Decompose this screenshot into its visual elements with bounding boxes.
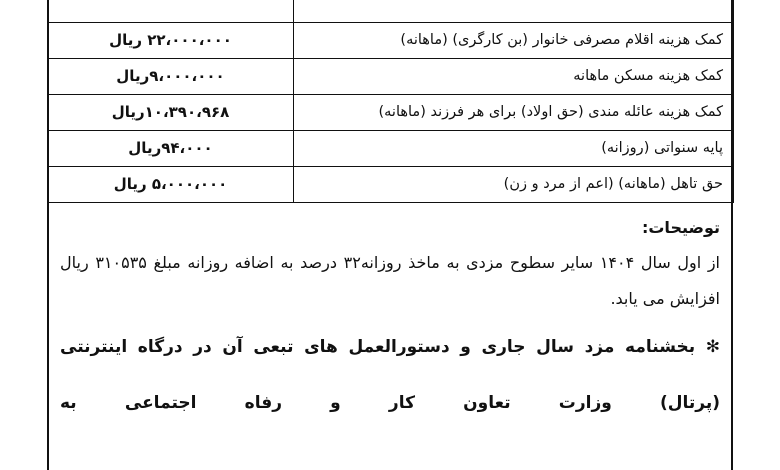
- notes-title: توضیحات:: [641, 218, 720, 237]
- row-value: ۵،۰۰۰،۰۰۰ ریال: [48, 167, 294, 203]
- notes-bold-line: ✻ بخشنامه مزد سال جاری و دستورالعمل های تبعی آن در درگاه اینترنتی (پرتال) وزارت تعاون کار و رفاه اجتماعی به: [60, 337, 720, 413]
- row-label: کمک هزینه اقلام مصرفی خانوار (بن کارگری) (ماهانه): [294, 23, 734, 59]
- row-value-cut: [48, 0, 294, 23]
- table-row: [48, 167, 734, 203]
- row-label: کمک هزینه عائله مندی (حق اولاد) برای هر فرزند (ماهانه): [294, 95, 734, 131]
- table-row-partial: [48, 0, 734, 23]
- row-label-cut: [294, 0, 734, 23]
- table-row: [48, 59, 734, 95]
- row-value: ۱۰،۳۹۰،۹۶۸ریال: [48, 95, 294, 131]
- row-value: ۲۲،۰۰۰،۰۰۰ ریال: [48, 23, 294, 59]
- row-label: کمک هزینه مسکن ماهانه: [294, 59, 734, 95]
- notes-paragraph: از اول سال ۱۴۰۴ سایر سطوح مزدی به ماخذ روزانه۳۲ درصد به اضافه روزانه مبلغ ۳۱۰۵۳۵ ریال افزایش می یابد.: [60, 253, 721, 308]
- table-row: [48, 23, 734, 59]
- wage-rates-table: [47, 0, 734, 203]
- row-label: پایه سنواتی (روزانه): [294, 131, 734, 167]
- row-value: ۹،۰۰۰،۰۰۰ریال: [48, 59, 294, 95]
- row-value: ۹۴،۰۰۰ریال: [48, 131, 294, 167]
- notes-section: [60, 218, 720, 431]
- table-row: [48, 95, 734, 131]
- row-label: حق تاهل (ماهانه) (اعم از مرد و زن): [294, 167, 734, 203]
- table-row: [48, 131, 734, 167]
